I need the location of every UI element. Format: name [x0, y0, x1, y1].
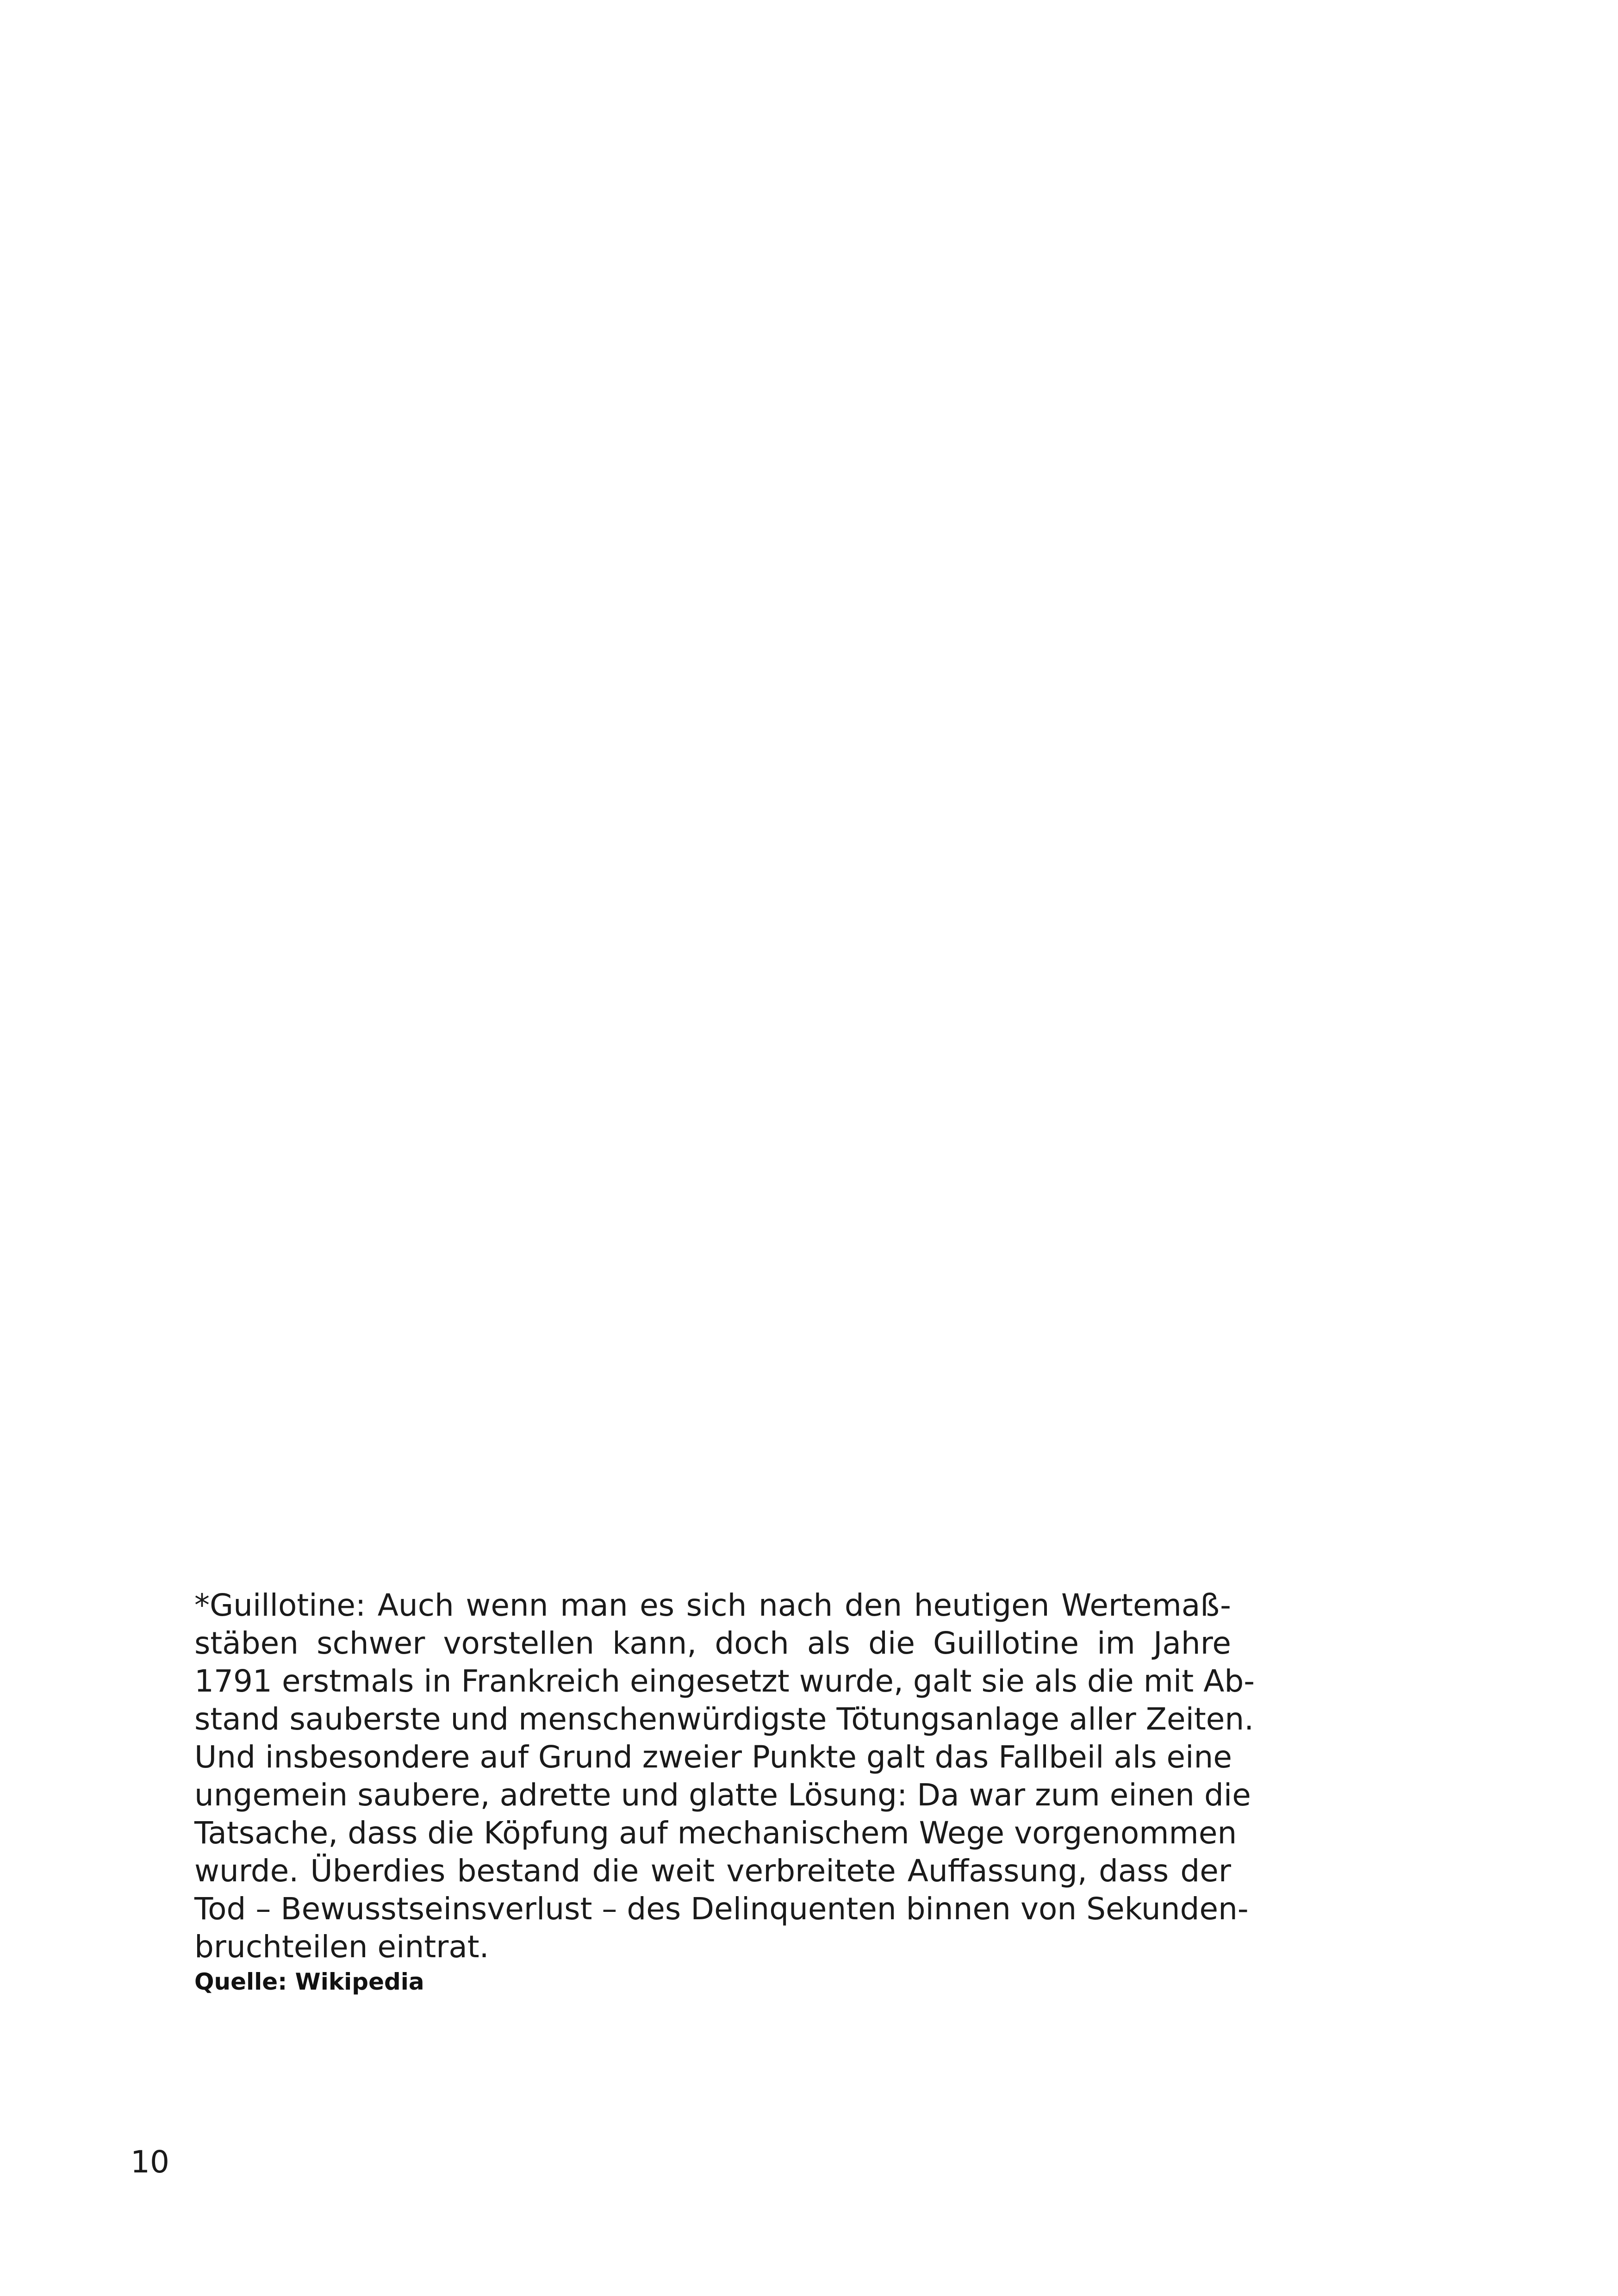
footnote-line: *Guillotine: Auch wenn man es sich nach den heutigen Wertemaß-	[194, 1587, 1231, 1623]
footnote-line: Und insbesondere auf Grund zweier Punkte galt das Fallbeil als eine	[194, 1739, 1232, 1775]
page-number: 10	[131, 2144, 169, 2180]
source-citation: Quelle: Wikipedia	[194, 1968, 424, 1995]
footnote-line: 1791 erstmals in Frankreich eingesetzt wurde, galt sie als die mit Ab-	[194, 1663, 1255, 1699]
footnote-line: ungemein saubere, adrette und glatte Lösung: Da war zum einen die	[194, 1777, 1251, 1813]
footnote-line: Tatsache, dass die Köpfung auf mechanischem Wege vorgenommen	[194, 1815, 1237, 1851]
footnote-line: stäben schwer vorstellen kann, doch als die Guillotine im Jahre	[194, 1625, 1231, 1661]
footnote-line: wurde. Überdies bestand die weit verbreitete Auffassung, dass der	[194, 1853, 1231, 1889]
footnote-line: Tod – Bewusstseinsverlust – des Delinquenten binnen von Sekunden-	[194, 1891, 1249, 1927]
footnote-line: bruchteilen eintrat.	[194, 1929, 489, 1965]
footnote-text	[194, 1587, 1255, 1966]
footnote-line: stand sauberste und menschenwürdigste Tötungsanlage aller Zeiten.	[194, 1701, 1254, 1737]
